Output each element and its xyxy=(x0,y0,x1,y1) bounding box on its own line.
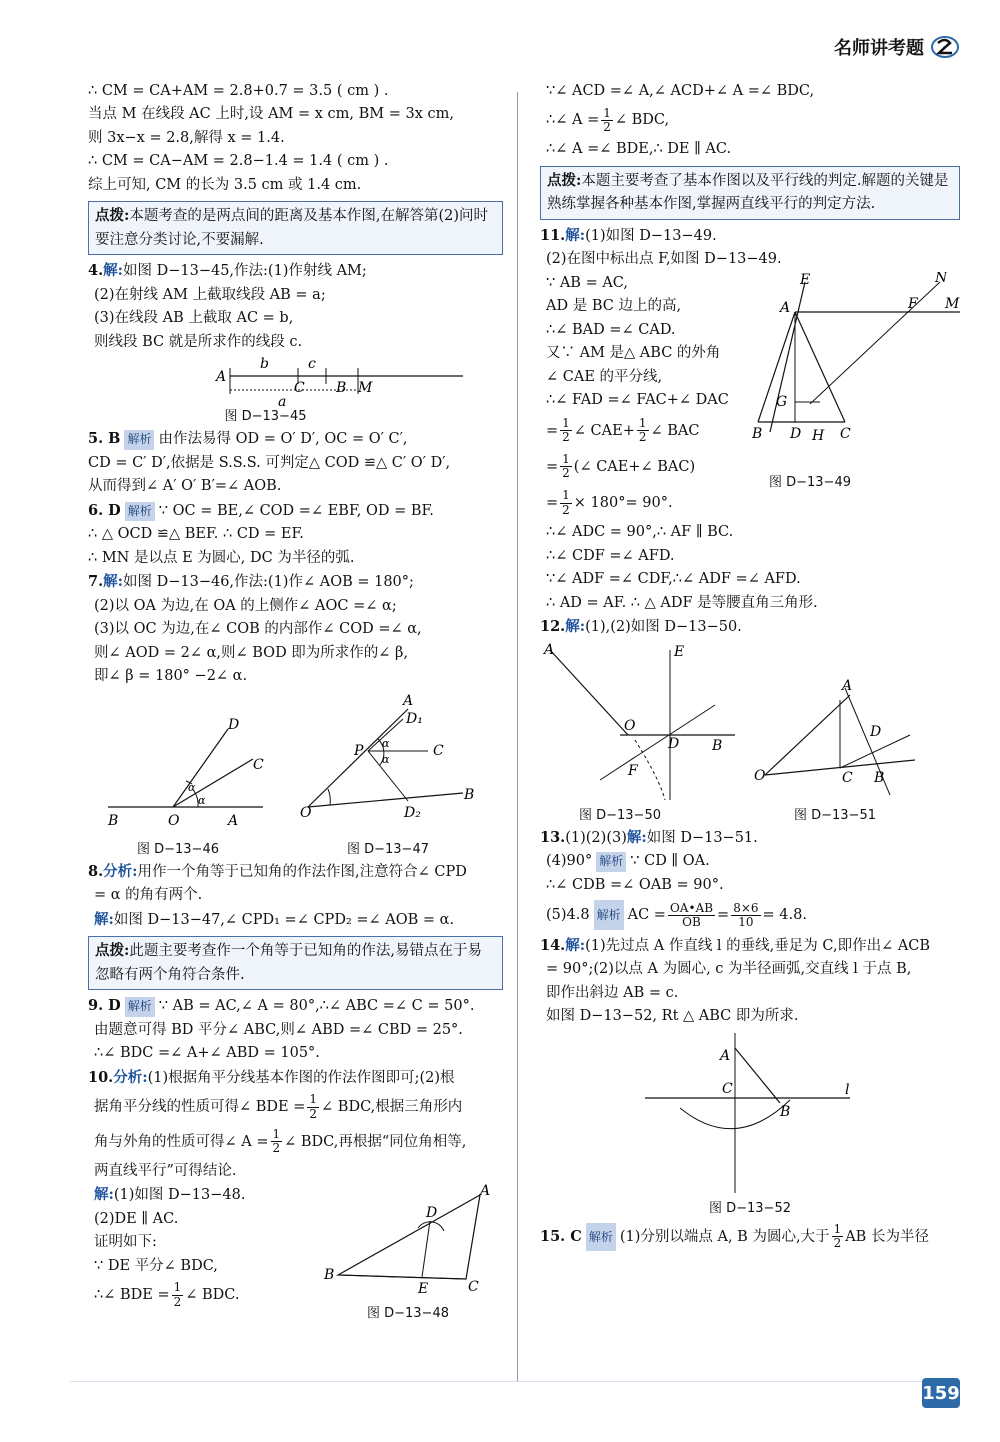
label-A: A xyxy=(216,369,227,386)
frac-num: 1 xyxy=(638,415,647,430)
question-number: 15. C xyxy=(540,1227,582,1245)
figure-d-13-51 xyxy=(750,640,920,805)
figure-d-13-52 xyxy=(640,1028,870,1198)
answer-key: 解: xyxy=(565,936,586,954)
text-part: × 180°= 90°. xyxy=(573,495,673,512)
text-line: (3)在线段 AB 上截取 AC = b, xyxy=(94,310,294,327)
text-part: = xyxy=(546,458,559,475)
label-O: O xyxy=(300,804,312,821)
frac-den: 2 xyxy=(562,502,570,517)
text-line: 又∵ AM 是△ ABC 的外角 xyxy=(546,345,721,362)
frac-num: 8×6 xyxy=(733,900,759,915)
analysis-key: 分析: xyxy=(103,862,138,880)
label-B: B xyxy=(874,769,885,786)
label-D: D xyxy=(870,723,882,740)
answer-key: 解: xyxy=(94,910,114,928)
answer-key: 解: xyxy=(565,226,586,244)
text-part: ∠ BDC,再根据“同位角相等, xyxy=(284,1133,467,1150)
text-line: ∴∠ CDB =∠ OAB = 90°. xyxy=(546,876,724,893)
frac-den: 2 xyxy=(638,430,647,445)
figure-d-13-48 xyxy=(318,1183,498,1303)
frac-num: 1 xyxy=(833,1221,842,1236)
frac-den: 2 xyxy=(603,119,611,134)
text-line: 如图 D−13−52, Rt △ ABC 即为所求. xyxy=(546,1007,799,1024)
label-E: E xyxy=(418,1281,429,1298)
figures-50-51 xyxy=(540,640,960,826)
analysis-tag: 解析 xyxy=(124,430,154,449)
text-part: (5)4.8 xyxy=(546,907,590,924)
label-A: A xyxy=(403,692,414,709)
text-line: 如图 D−13−47,∠ CPD₁ =∠ CPD₂ =∠ AOB = α. xyxy=(113,911,455,928)
fraction xyxy=(307,1093,319,1120)
label-C: C xyxy=(722,1081,733,1098)
figure-caption: 图 D−13−46 xyxy=(136,841,219,857)
text-line: ∠ CAE 的平分线, xyxy=(546,368,663,385)
label-D: D xyxy=(668,735,680,752)
label-O: O xyxy=(168,812,180,829)
label-b: b xyxy=(260,356,269,373)
text-line: ∵ AB = AC,∠ A = 80°,∴∠ ABC =∠ C = 50°. xyxy=(158,998,475,1015)
text-line: 如图 D−13−46,作法:(1)作∠ AOB = 180°; xyxy=(123,574,414,591)
text-line: CD = C′ D′,依据是 S.S.S. 可判定△ COD ≌△ C′ O′ D′, xyxy=(88,454,451,471)
text-line: (1)根据角平分线基本作图的作法作图即可;(2)根 xyxy=(147,1069,455,1086)
tip-text: 本题主要考查了基本作图以及平行线的判定.解题的关键是熟练掌握各种基本作图,掌握两直线平行的判定方法. xyxy=(547,172,949,213)
analysis-tag: 解析 xyxy=(586,1223,616,1252)
tip-box xyxy=(88,936,503,990)
text-part: = 4.8. xyxy=(762,907,807,924)
figure-d-13-48-wrap xyxy=(318,1183,498,1324)
header-title: 名师讲考题 xyxy=(834,38,924,59)
label-A: A xyxy=(842,677,853,694)
frac-den: 2 xyxy=(562,430,570,445)
label-F: F xyxy=(908,295,918,312)
label-B: B xyxy=(712,737,723,754)
page-fold xyxy=(70,1381,930,1442)
text-line: ∵ AB = AC, xyxy=(546,274,628,291)
q11-text xyxy=(540,272,750,522)
text-line: 则 3x−x = 2.8,解得 x = 1.4. xyxy=(88,129,285,146)
answer-key: 解: xyxy=(565,618,586,636)
text-line: ∴ AD = AF. ∴ △ ADF 是等腰直角三角形. xyxy=(546,594,818,611)
answer-key: 解: xyxy=(94,1186,114,1204)
text-part: ∴∠ BDE = xyxy=(94,1287,170,1304)
question-number: 10. xyxy=(88,1068,114,1086)
question-number: 13. xyxy=(540,828,566,846)
text-line: (2)DE ∥ AC. xyxy=(94,1210,179,1227)
label-C: C xyxy=(433,742,444,759)
question-number: 7. xyxy=(88,573,104,591)
label-B: B xyxy=(780,1104,791,1121)
text-part: (1)(2)(3) xyxy=(565,829,627,846)
answer-key: 解: xyxy=(103,573,123,591)
label-C: C xyxy=(468,1279,479,1296)
label-B: B xyxy=(336,380,347,397)
text-part: (4)90° xyxy=(546,853,593,870)
fraction xyxy=(172,1281,184,1308)
frac-num: 1 xyxy=(562,452,570,467)
q10-solution-block xyxy=(88,1183,503,1324)
answer-key: 解: xyxy=(103,262,123,280)
text-line: 由题意可得 BD 平分∠ ABC,则∠ ABD =∠ CBD = 25°. xyxy=(94,1021,463,1038)
text-part: ∠ CAE+ xyxy=(573,422,635,439)
text-line: ∴∠ FAD =∠ FAC+∠ DAC xyxy=(546,392,729,409)
text-line: = α 的角有两个. xyxy=(94,887,203,904)
text-line: ∴∠ A =∠ BDE,∴ DE ∥ AC. xyxy=(546,141,732,158)
figure-caption: 图 D−13−45 xyxy=(224,409,307,425)
label-D: D xyxy=(228,716,240,733)
analysis-tag: 解析 xyxy=(125,502,155,521)
tip-text: 本题考查的是两点间的距离及基本作图,在解答第(2)问时要注意分类讨论,不要漏解. xyxy=(95,208,489,248)
tip-box xyxy=(540,166,960,220)
label-B: B xyxy=(752,425,763,442)
text-line: ∴∠ BAD =∠ CAD. xyxy=(546,321,676,338)
frac-num: 1 xyxy=(562,488,570,503)
text-part: = xyxy=(717,907,730,924)
text-line: ∵ OC = BE,∠ COD =∠ EBF, OD = BF. xyxy=(158,502,434,519)
question-number: 12. xyxy=(540,618,566,636)
figure-d-13-49-wrap xyxy=(750,272,960,522)
q10-solution-text xyxy=(88,1183,318,1324)
text-line: (2)以 OA 为边,在 OA 的上侧作∠ AOC =∠ α; xyxy=(94,597,397,614)
tip-label: 点拨: xyxy=(95,942,130,960)
label-l: l xyxy=(845,1082,850,1099)
question-number: 14. xyxy=(540,936,566,954)
label-C: C xyxy=(294,380,305,397)
analysis-key: 分析: xyxy=(113,1068,148,1086)
frac-num: 1 xyxy=(562,415,570,430)
label-alpha: α xyxy=(382,736,390,750)
frac-num: 1 xyxy=(309,1092,318,1107)
text-line: ∴∠ BDC =∠ A+∠ ABD = 105°. xyxy=(94,1045,320,1062)
text-line: 即∠ β = 180° −2∠ α. xyxy=(94,668,248,685)
figure-d-13-50 xyxy=(540,640,740,805)
label-C: C xyxy=(253,756,264,773)
label-alpha: α xyxy=(382,752,390,766)
label-B: B xyxy=(108,812,119,829)
label-C: C xyxy=(840,425,851,442)
left-column xyxy=(88,80,503,1324)
text-part: = xyxy=(546,422,559,439)
analysis-tag: 解析 xyxy=(594,900,624,930)
label-A: A xyxy=(544,641,555,658)
header xyxy=(834,34,960,60)
frac-num: 1 xyxy=(173,1280,182,1295)
text-line: 两直线平行”可得结论. xyxy=(94,1162,237,1179)
text-line: ∴ CM = CA+AM = 2.8+0.7 = 3.5 ( cm ) . xyxy=(88,83,389,99)
text-line: 则线段 BC 就是所求作的线段 c. xyxy=(94,333,303,350)
figure-caption: 图 D−13−47 xyxy=(346,841,429,857)
label-a: a xyxy=(278,394,287,407)
analysis-tag: 解析 xyxy=(125,997,155,1016)
figure-d-13-46-wrap xyxy=(88,689,268,860)
frac-den: 2 xyxy=(562,466,570,481)
text-part: ∴∠ A = xyxy=(546,112,600,129)
fraction xyxy=(832,1223,844,1250)
label-D2: D₂ xyxy=(404,804,421,821)
frac-den: 10 xyxy=(738,914,754,929)
text-part: (1)分别以端点 A, B 为圆心,大于 xyxy=(619,1228,830,1245)
text-line: 由作法易得 OD = O′ D′, OC = O′ C′, xyxy=(158,431,408,448)
label-C: C xyxy=(842,769,853,786)
text-line: (1)先过点 A 作直线 l 的垂线,垂足为 C,即作出∠ ACB xyxy=(585,937,931,954)
figure-caption: 图 D−13−48 xyxy=(366,1306,449,1322)
text-part: 角与外角的性质可得∠ A = xyxy=(94,1133,269,1150)
text-line: ∴ CM = CA−AM = 2.8−1.4 = 1.4 ( cm ) . xyxy=(88,153,389,170)
analysis-tag: 解析 xyxy=(596,852,626,871)
question-number: 9. D xyxy=(88,997,121,1015)
text-line: 综上可知, CM 的长为 3.5 cm 或 1.4 cm. xyxy=(88,176,362,193)
label-D: D xyxy=(790,425,802,442)
question-number: 6. D xyxy=(88,501,121,519)
text-part: ∠ BDC,根据三角形内 xyxy=(321,1099,463,1116)
label-D: D xyxy=(426,1205,438,1222)
text-part: ∠ BDC, xyxy=(614,112,670,129)
text-line: (2)在射线 AM 上截取线段 AB = a; xyxy=(94,286,326,303)
frac-den: 2 xyxy=(309,1106,318,1121)
text-line: ∵∠ ACD =∠ A,∠ ACD+∠ A =∠ BDC, xyxy=(546,83,815,99)
figure-d-13-47-wrap xyxy=(288,689,488,860)
label-O: O xyxy=(754,767,766,784)
text-line: = 90°;(2)以点 A 为圆心, c 为半径画弧,交直线 l 于点 B, xyxy=(546,961,912,978)
text-line: ∴ △ OCD ≌△ BEF. ∴ CD = EF. xyxy=(88,526,304,543)
text-part: ∠ BDC. xyxy=(185,1287,240,1304)
figure-caption: 图 D−13−51 xyxy=(793,807,876,823)
fraction xyxy=(731,902,760,929)
label-N: N xyxy=(935,271,948,286)
frac-den: OB xyxy=(682,914,701,929)
text-part: ∠ BAC xyxy=(650,422,700,439)
answer-key: 解: xyxy=(626,828,647,846)
label-E: E xyxy=(800,271,811,288)
text-line: 证明如下: xyxy=(94,1234,157,1251)
question-number: 4. xyxy=(88,262,104,280)
fraction xyxy=(560,417,572,444)
label-A: A xyxy=(780,299,791,316)
text-part: AB 长为半径 xyxy=(845,1228,929,1245)
text-line: 用作一个角等于已知角的作法作图,注意符合∠ CPD xyxy=(137,863,467,880)
question-number: 8. xyxy=(88,862,104,880)
text-line: (1)如图 D−13−48. xyxy=(113,1187,246,1204)
figure-d-13-49 xyxy=(750,272,960,472)
figure-d-13-47 xyxy=(288,689,488,839)
right-column xyxy=(540,80,960,1254)
text-line: 如图 D−13−45,作法:(1)作射线 AM; xyxy=(123,263,367,280)
figure-d-13-51-wrap xyxy=(750,640,920,826)
tip-text: 此题主要考查作一个角等于已知角的作法,易错点在于易忽略有两个角符合条件. xyxy=(95,943,482,983)
label-P: P xyxy=(354,742,364,759)
label-M: M xyxy=(945,295,960,312)
text-line: (1),(2)如图 D−13−50. xyxy=(585,619,742,636)
text-line: 当点 M 在线段 AC 上时,设 AM = x cm, BM = 3x cm, xyxy=(88,106,454,123)
fraction xyxy=(668,902,715,929)
question-number: 11. xyxy=(540,226,566,244)
text-line: 则∠ AOD = 2∠ α,则∠ BOD 即为所求作的∠ β, xyxy=(94,644,409,661)
label-B: B xyxy=(464,786,475,803)
text-part: ∵ CD ∥ OA. xyxy=(630,853,710,870)
tip-box xyxy=(88,201,503,255)
text-line: ∴∠ CDF =∠ AFD. xyxy=(546,547,675,564)
fraction xyxy=(560,489,572,516)
text-part: AC = xyxy=(627,907,666,924)
text-line: ∴∠ ADC = 90°,∴ AF ∥ BC. xyxy=(546,524,734,541)
text-part: 如图 D−13−51. xyxy=(646,829,758,846)
text-line: ∵∠ ADF =∠ CDF,∴∠ ADF =∠ AFD. xyxy=(546,571,801,588)
figure-d-13-46 xyxy=(88,689,268,839)
text-line: ∴ MN 是以点 E 为圆心, DC 为半径的弧. xyxy=(88,549,355,566)
text-line: (1)如图 D−13−49. xyxy=(585,227,717,244)
figures-46-47 xyxy=(88,689,503,860)
text-line: 从而得到∠ A′ O′ B′=∠ AOB. xyxy=(88,478,282,495)
text-line: (3)以 OC 为边,在∠ COB 的内部作∠ COD =∠ α, xyxy=(94,621,422,638)
tip-label: 点拨: xyxy=(547,171,582,189)
tip-label: 点拨: xyxy=(95,207,130,225)
label-D1: D₁ xyxy=(406,710,423,727)
frac-num: 1 xyxy=(603,105,611,120)
question-number: 5. B xyxy=(88,430,121,448)
frac-den: 2 xyxy=(833,1236,842,1251)
label-alpha: α xyxy=(198,793,206,807)
fraction xyxy=(271,1128,283,1155)
figure-d-13-50-wrap xyxy=(540,640,740,826)
text-line: (2)在图中标出点 F,如图 D−13−49. xyxy=(546,251,782,268)
frac-num: 1 xyxy=(272,1127,281,1142)
frac-den: 2 xyxy=(272,1141,281,1156)
page-number: 159 xyxy=(922,1378,960,1408)
label-M: M xyxy=(358,380,373,397)
label-alpha: α xyxy=(188,780,196,794)
figure-caption: 图 D−13−52 xyxy=(708,1201,791,1217)
text-line: ∵ DE 平分∠ BDC, xyxy=(94,1257,218,1274)
label-A: A xyxy=(228,812,239,829)
label-O: O xyxy=(624,717,636,734)
text-line: 即作出斜边 AB = c. xyxy=(546,984,679,1001)
text-line: AD 是 BC 边上的高, xyxy=(546,298,682,315)
label-A: A xyxy=(720,1048,731,1065)
figure-caption: 图 D−13−50 xyxy=(578,807,661,823)
label-A: A xyxy=(480,1183,491,1200)
label-B: B xyxy=(324,1267,335,1284)
frac-den: 2 xyxy=(173,1294,182,1309)
fraction xyxy=(601,107,613,134)
frac-num: OA•AB xyxy=(669,900,714,915)
logo-icon xyxy=(930,34,960,60)
q11-block xyxy=(540,272,960,522)
fraction xyxy=(637,417,649,444)
text-part: (∠ CAE+∠ BAC) xyxy=(573,458,696,475)
label-F: F xyxy=(628,762,638,779)
label-H: H xyxy=(812,427,825,444)
fraction xyxy=(560,453,572,480)
label-c: c xyxy=(308,356,316,373)
label-E: E xyxy=(674,643,685,660)
figure-d-13-45 xyxy=(208,354,508,406)
figure-caption: 图 D−13−49 xyxy=(768,474,851,490)
label-G: G xyxy=(776,393,788,410)
text-part: 据角平分线的性质可得∠ BDE = xyxy=(94,1099,306,1116)
column-divider xyxy=(517,92,518,1382)
text-part: = xyxy=(546,495,559,512)
